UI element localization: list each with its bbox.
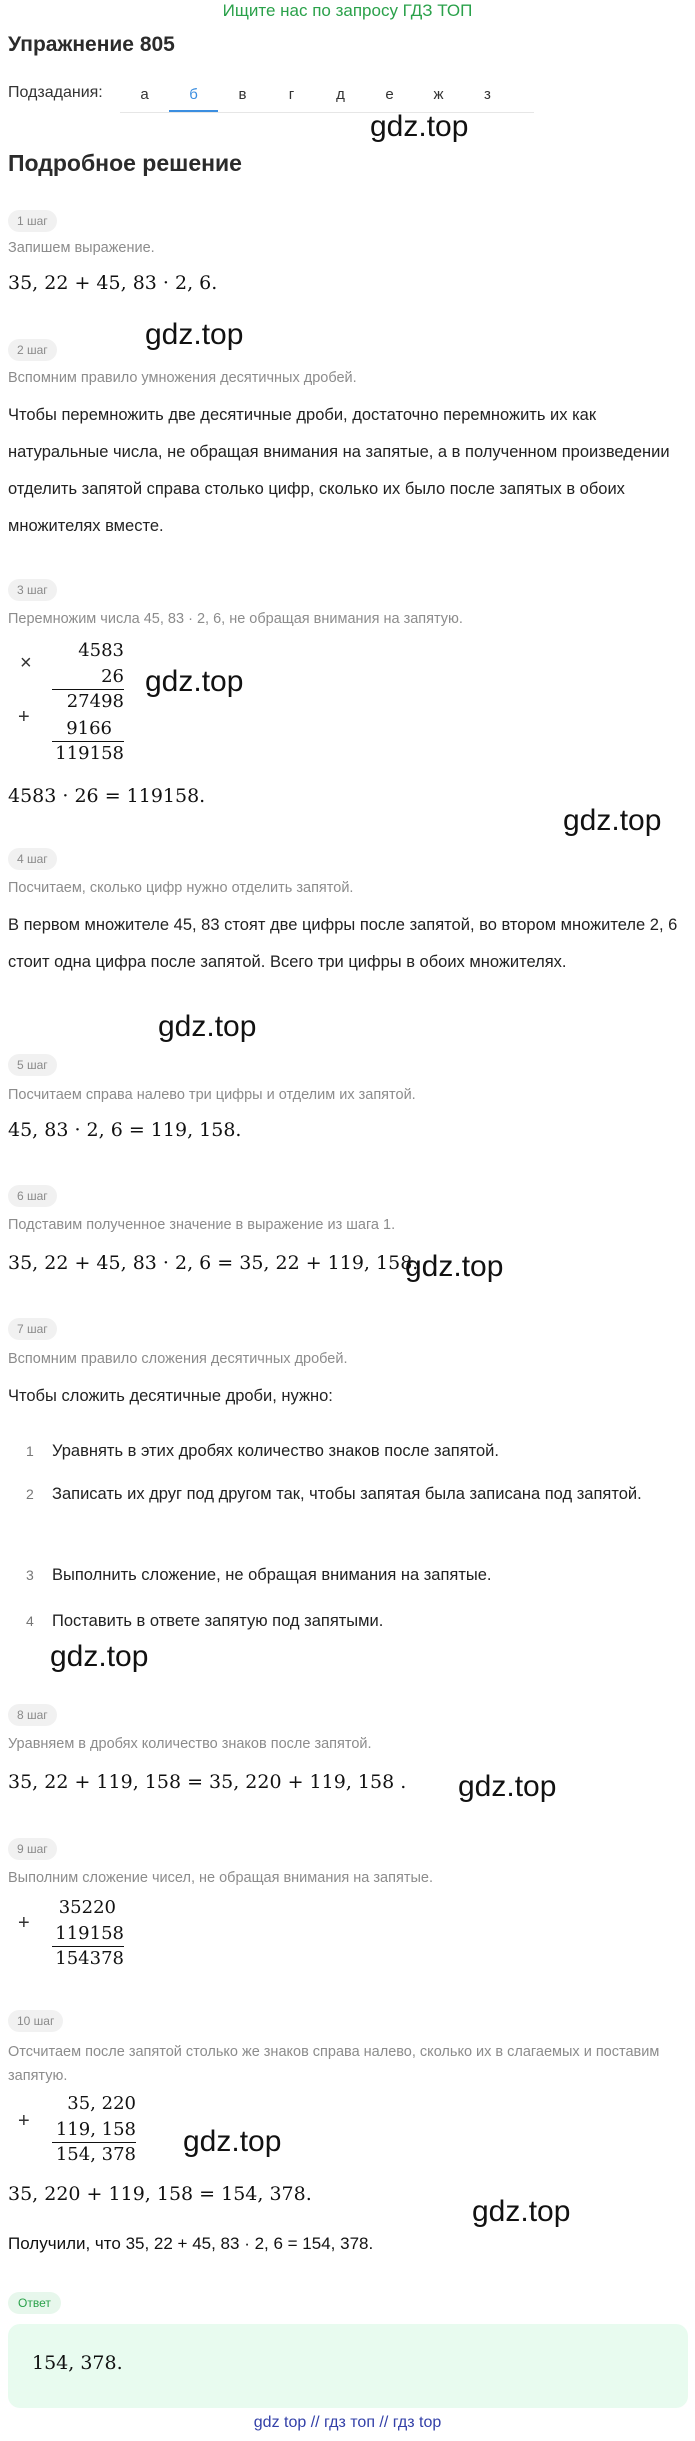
subtasks-label: Подзадания: — [8, 84, 103, 101]
tab-g[interactable]: г — [288, 86, 295, 103]
column-row: 27498 — [66, 691, 124, 712]
step-hint: Посчитаем, сколько цифр нужно отделить запятой. — [8, 880, 354, 896]
watermark: gdz.top — [458, 1770, 557, 1803]
page-title: Упражнение 805 — [8, 33, 175, 56]
watermark: gdz.top — [563, 804, 662, 837]
step-badge: 1 шаг — [8, 210, 57, 232]
watermark: gdz.top — [183, 2125, 282, 2158]
step-formula: 35, 220 + 119, 158 = 154, 378. — [8, 2183, 312, 2205]
step-hint: Вспомним правило сложения десятичных дробей. — [8, 1351, 348, 1367]
list-item-text: Записать их друг под другом так, чтобы запятая была записана под запятой. — [52, 1485, 642, 1503]
top-banner[interactable]: Ищите нас по запросу ГДЗ ТОП — [222, 1, 473, 20]
step-formula: 45, 83 · 2, 6 = 119, 158. — [8, 1119, 242, 1141]
step-badge: 4 шаг — [8, 848, 57, 870]
list-item-number: 3 — [26, 1567, 34, 1583]
column-row: 35, 220 — [67, 2093, 136, 2114]
subtask-tabs — [120, 74, 512, 112]
step-hint: Отсчитаем после запятой столько же знаков справа налево, сколько их в слагаемых и поставим запятую. — [8, 2044, 660, 2084]
multiply-sign: × — [20, 652, 32, 674]
answer-badge: Ответ — [8, 2292, 61, 2314]
step-hint: Запишем выражение. — [8, 240, 155, 256]
step-badge: 7 шаг — [8, 1318, 57, 1340]
column-line — [52, 741, 124, 742]
step-text: Чтобы перемножить две десятичные дроби, достаточно перемножить их как натуральные числа, не обращая внимания на запятые, а в полученном произведении отделить запятой справа столько цифр, сколько их было после запятых в обоих множителях вместе. — [8, 406, 670, 535]
step-formula: 35, 22 + 45, 83 · 2, 6. — [8, 272, 218, 294]
column-row: 154, 378 — [55, 2144, 136, 2165]
list-item-number: 1 — [26, 1443, 34, 1459]
column-line — [52, 1946, 124, 1947]
tab-a[interactable]: а — [140, 86, 149, 103]
step-text: В первом множителе 45, 83 стоят две цифры после запятой, во втором множителе 2, 6 стоит одна цифра после запятой. Всего три цифры в обоих множителях. — [8, 916, 678, 971]
step-formula: 35, 22 + 119, 158 = 35, 220 + 119, 158 . — [8, 1771, 407, 1793]
step-hint: Перемножим числа 45, 83 · 2, 6, не обращая внимания на запятую. — [8, 611, 463, 627]
multiplication-column — [40, 640, 124, 770]
step-badge: 9 шаг — [8, 1838, 57, 1860]
tab-zh[interactable]: ж — [433, 86, 444, 103]
step-hint: Вспомним правило умножения десятичных дробей. — [8, 370, 357, 386]
tabs-divider — [120, 112, 534, 113]
step-hint: Выполним сложение чисел, не обращая внимания на запятые. — [8, 1870, 433, 1886]
step-hint: Посчитаем справа налево три цифры и отделим их запятой. — [8, 1087, 416, 1103]
watermark: gdz.top — [158, 1010, 257, 1043]
footer-links[interactable]: gdz top // гдз топ // гдз top — [253, 2414, 442, 2431]
step-badge: 3 шаг — [8, 579, 57, 601]
column-row: 154378 — [55, 1948, 124, 1969]
addition-column — [40, 1897, 124, 1977]
column-row: 4583 — [78, 640, 124, 661]
step-text: Чтобы сложить десятичные дроби, нужно: — [8, 1387, 333, 1405]
watermark: gdz.top — [370, 110, 469, 143]
step-badge: 8 шаг — [8, 1704, 57, 1726]
watermark: gdz.top — [472, 2195, 571, 2228]
step-conclusion: Получили, что 35, 22 + 45, 83 · 2, 6 = 154, 378. — [8, 2234, 374, 2253]
answer-box — [8, 2324, 688, 2408]
tab-z[interactable]: з — [484, 86, 491, 103]
list-item-number: 2 — [26, 1486, 34, 1502]
step-formula: 4583 · 26 = 119158. — [8, 785, 206, 807]
list-item-text: Уравнять в этих дробях количество знаков после запятой. — [52, 1442, 499, 1460]
watermark: gdz.top — [50, 1640, 149, 1673]
column-row: 119, 158 — [55, 2119, 136, 2140]
answer-value: 154, 378. — [32, 2352, 123, 2374]
list-item-text: Выполнить сложение, не обращая внимания на запятые. — [52, 1566, 492, 1584]
plus-sign: + — [18, 1912, 30, 1934]
section-title: Подробное решение — [8, 150, 242, 176]
column-line — [52, 2142, 136, 2143]
watermark: gdz.top — [405, 1250, 504, 1283]
list-item-number: 4 — [26, 1613, 34, 1629]
tab-b[interactable]: б — [169, 74, 218, 112]
column-row: 35220 — [58, 1897, 116, 1918]
step-hint: Подставим полученное значение в выражение из шага 1. — [8, 1217, 396, 1233]
plus-sign: + — [18, 2110, 30, 2132]
step-badge: 5 шаг — [8, 1054, 57, 1076]
column-row: 119158 — [55, 1923, 124, 1944]
step-formula: 35, 22 + 45, 83 · 2, 6 = 35, 22 + 119, 158. — [8, 1252, 419, 1274]
column-row: 26 — [101, 666, 124, 687]
tab-e[interactable]: е — [385, 86, 394, 103]
addition-column — [40, 2093, 136, 2173]
tab-v[interactable]: в — [238, 86, 247, 103]
step-badge: 6 шаг — [8, 1185, 57, 1207]
tab-d[interactable]: д — [336, 86, 345, 103]
column-line — [52, 689, 124, 690]
step-hint: Уравняем в дробях количество знаков после запятой. — [8, 1736, 372, 1752]
column-row: 119158 — [55, 743, 124, 764]
watermark: gdz.top — [145, 665, 244, 698]
plus-sign: + — [18, 706, 30, 728]
list-item-text: Поставить в ответе запятую под запятыми. — [52, 1612, 384, 1630]
watermark: gdz.top — [145, 318, 244, 351]
step-badge: 10 шаг — [8, 2010, 63, 2032]
column-row: 9166 — [66, 718, 112, 739]
step-badge: 2 шаг — [8, 339, 57, 361]
